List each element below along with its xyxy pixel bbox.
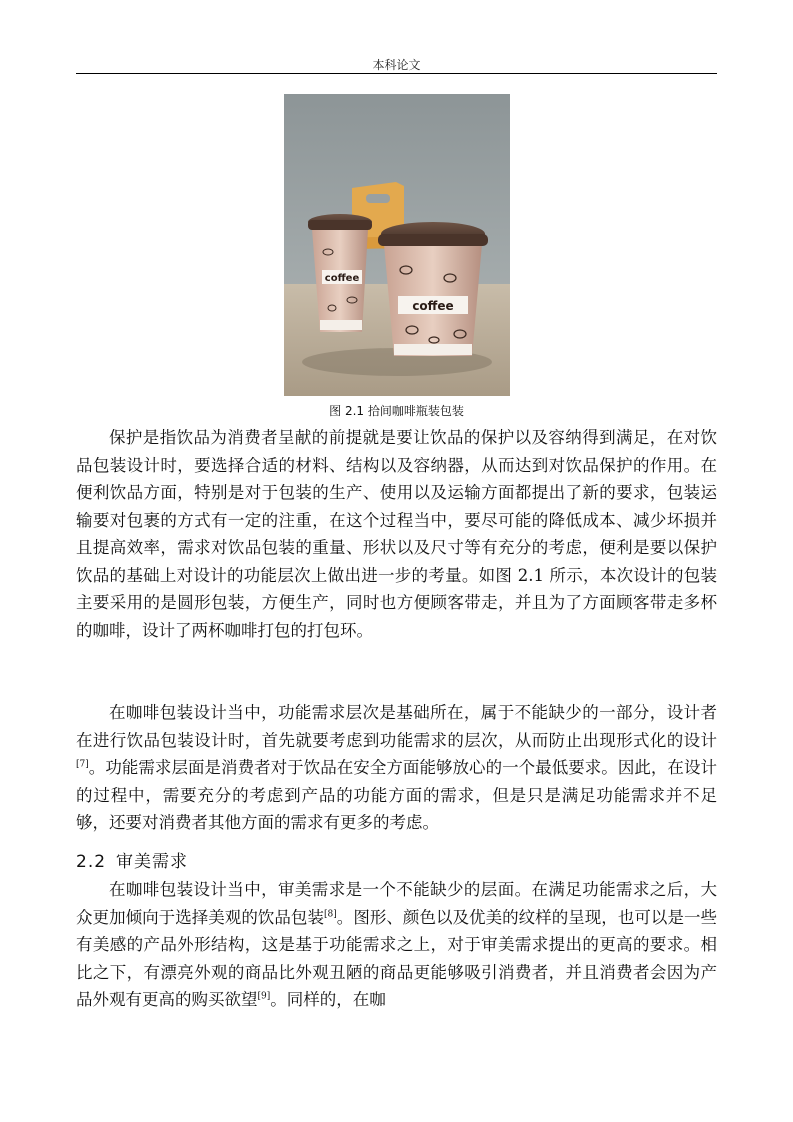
coffee-package-photo <box>284 94 510 396</box>
paragraph-text: 。图形、颜色以及优美的纹样的呈现，也可以是一些有美感的产品外形结构，这是基于功能需求之上，对于审美需求提出的更高的要求。相比之下，有漂亮外观的商品比外观丑陋的商品更能够吸引消费者，并且消费者会因为产品外观有更高的购买欲望 <box>76 907 718 1009</box>
citation-ref-9[interactable]: [9] <box>257 991 271 1002</box>
section-number: 2.2 <box>76 852 107 872</box>
left-cup-base-band <box>320 320 362 330</box>
coffee-package-figure <box>284 94 510 396</box>
figure-caption: 图 2.1 拾间咖啡瓶装包装 <box>329 404 464 418</box>
right-cup-base-band <box>394 344 472 355</box>
paragraph-text: 。功能需求层面是消费者对于饮品在安全方面能够放心的一个最低要求。因此，在设计的过程中，需要充分的考虑到产品的功能方面的需求，但是只是满足功能需求并不足够，还要对消费者其他方面的需求有更多的考虑。 <box>76 758 717 832</box>
body-paragraph-3 <box>76 876 717 1014</box>
carrier-handle-hole <box>366 194 390 203</box>
section-title: 审美需求 <box>116 852 189 872</box>
body-paragraph-2 <box>76 699 717 837</box>
header-rule <box>76 73 717 74</box>
section-heading <box>76 847 188 872</box>
paragraph-text: 保护是指饮品为消费者呈献的前提就是要让饮品的保护以及容纳得到满足，在对饮品包装设计时，要选择合适的材料、结构以及容纳器，从而达到对饮品保护的作用。在便利饮品方面，特别是对于包装的生产、使用以及运输方面都提出了新的要求，包装运输要对包裹的方式有一定的注重，在这个过程当中，要尽可能的降低成本、减少坏损并且提高效率，需求对饮品包装的重量、形状以及尺寸等有充分的考虑，便利是要以保护饮品的基础上对设计的功能层次上做出进一步的考量。如图 2.1 所示，本次设计的包装主要采用的是圆形包装，方便生产，同时也方便顾客带走，并且为了方面顾客带走多杯的咖啡，设计了两杯咖啡打包的打包环。 <box>76 428 717 640</box>
paragraph-text: 在咖啡包装设计当中，功能需求层次是基础所在，属于不能缺少的一部分，设计者在进行饮品包装设计时，首先就要考虑到功能需求的层次，从而防止出现形式化的设计 <box>76 703 717 750</box>
paragraph-text: 在咖啡包装设计当中，审美需求是一个不能缺少的层面。在满足功能需求之后，大众更加倾向于选择美观的饮品包装 <box>76 880 717 927</box>
citation-ref-8[interactable]: [8] <box>324 909 337 919</box>
left-cup-label-text: coffee <box>324 273 360 284</box>
right-cup-label-text: coffee <box>412 299 454 313</box>
citation-ref-7[interactable]: [7] <box>76 759 89 770</box>
body-paragraph-1 <box>76 424 717 644</box>
running-header: 本科论文 <box>372 58 421 72</box>
paragraph-text: 。同样的，在咖 <box>270 990 386 1009</box>
